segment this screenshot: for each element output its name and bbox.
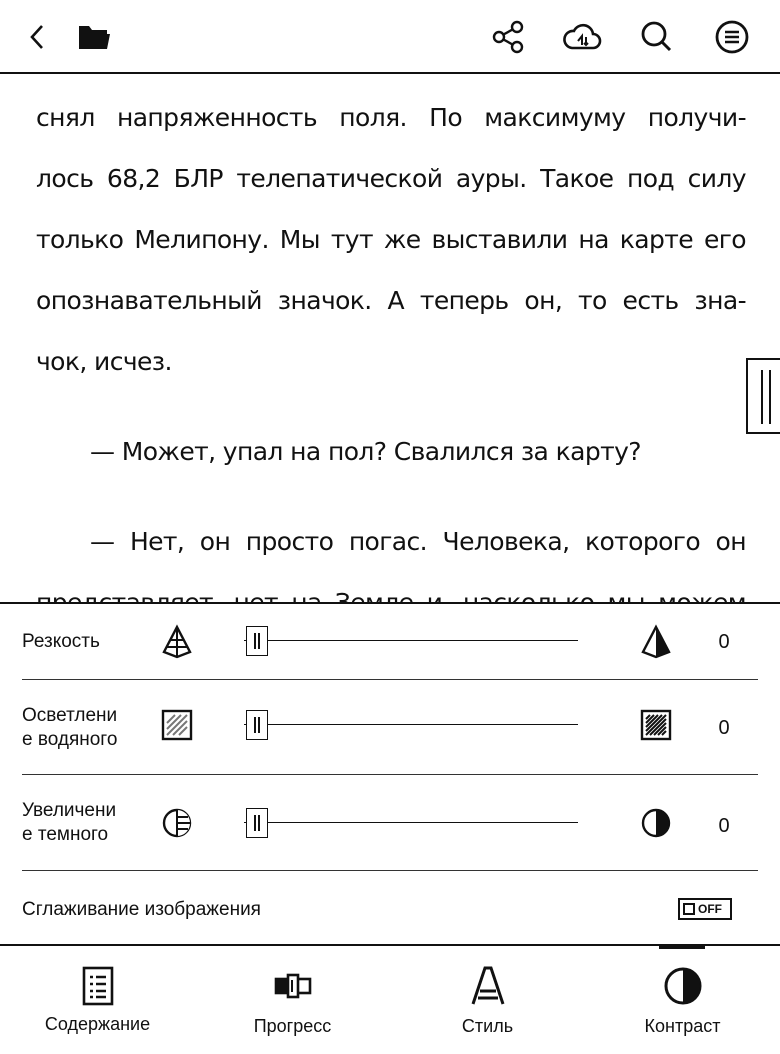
text-line: — Может, упал на пол? Свалился за карту? xyxy=(90,437,641,466)
toc-icon xyxy=(76,964,120,1008)
toggle-state: OFF xyxy=(698,902,722,916)
tab-label: Прогресс xyxy=(253,1016,332,1036)
sharpness-high-icon[interactable] xyxy=(638,624,674,660)
library-button[interactable] xyxy=(72,15,116,59)
dark-high-icon[interactable] xyxy=(638,805,674,841)
watermark-slider[interactable] xyxy=(244,710,578,740)
text-line: лось 68,2 БЛР телепатической ауры. Такое под силу xyxy=(36,164,746,193)
dark-enhance-slider[interactable] xyxy=(244,808,578,838)
text-line: опознавательный значок. А теперь он, то есть зна- xyxy=(36,286,746,315)
watermark-dark-icon[interactable] xyxy=(638,707,674,743)
watermark-light-icon[interactable] xyxy=(159,707,195,743)
contrast-panel xyxy=(0,602,780,946)
contrast-icon xyxy=(661,964,705,1008)
book-page[interactable] xyxy=(0,76,780,602)
page-scroll-handle[interactable] xyxy=(746,358,780,434)
dark-enhance-value: 0 xyxy=(718,815,730,837)
slider-thumb[interactable] xyxy=(246,710,268,740)
back-button[interactable] xyxy=(16,15,60,59)
slider-thumb[interactable] xyxy=(246,808,268,838)
sharpness-slider[interactable] xyxy=(244,626,578,656)
tab-contents[interactable] xyxy=(0,946,195,1054)
menu-button[interactable] xyxy=(710,15,754,59)
folder-icon xyxy=(76,22,112,52)
text-line: чок, исчез. xyxy=(36,347,172,376)
toggle-knob xyxy=(683,903,695,915)
dark-enhance-row xyxy=(22,775,758,871)
menu-icon xyxy=(714,19,750,55)
chevron-left-icon xyxy=(26,23,50,51)
sharpness-label: Резкость xyxy=(22,631,100,652)
sharpness-row xyxy=(22,604,758,680)
watermark-row xyxy=(22,680,758,775)
dark-low-icon[interactable] xyxy=(159,805,195,841)
share-button[interactable] xyxy=(486,15,530,59)
cloud-sync-icon xyxy=(562,20,602,54)
search-button[interactable] xyxy=(634,15,678,59)
tab-style[interactable] xyxy=(390,946,585,1054)
watermark-value: 0 xyxy=(718,717,730,739)
tab-label: Стиль xyxy=(461,1016,514,1036)
tab-label: Контраст xyxy=(644,1016,721,1036)
style-icon xyxy=(466,964,510,1008)
bottom-nav xyxy=(0,944,780,1054)
text-line: снял напряженность поля. По максимуму получи- xyxy=(36,103,746,132)
dark-enhance-label: Увеличени е темного xyxy=(22,800,117,845)
tab-progress[interactable] xyxy=(195,946,390,1054)
smoothing-label: Сглаживание изображения xyxy=(22,899,261,920)
smoothing-toggle[interactable] xyxy=(678,898,732,920)
tab-label: Содержание xyxy=(44,1014,151,1034)
watermark-label: Осветлени е водяного xyxy=(22,705,118,750)
sharpness-low-icon[interactable] xyxy=(159,624,195,660)
text-line: только Мелипону. Мы тут же выставили на карте его xyxy=(36,225,746,254)
top-toolbar xyxy=(0,0,780,74)
slider-thumb[interactable] xyxy=(246,626,268,656)
sharpness-value: 0 xyxy=(718,631,730,653)
tab-contrast[interactable] xyxy=(585,946,780,1054)
text-line: — Нет, он просто погас. Человека, которого он xyxy=(90,527,746,556)
search-icon xyxy=(638,19,674,55)
cloud-sync-button[interactable] xyxy=(560,15,604,59)
share-icon xyxy=(490,19,526,55)
progress-icon xyxy=(271,964,315,1008)
